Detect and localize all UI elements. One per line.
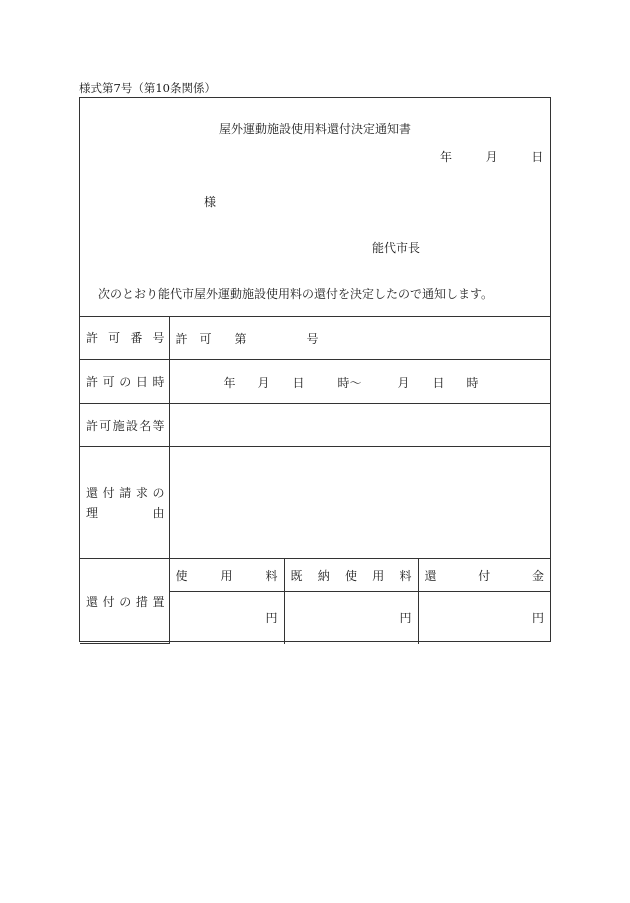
value-usage-fee [169, 592, 284, 644]
dt-hour-from: 時〜 [337, 376, 362, 390]
value-paid-fee [284, 592, 418, 644]
label-char: 可 [108, 331, 121, 345]
date-month: 月 [485, 150, 498, 164]
dt-day: 日 [292, 376, 305, 390]
permit-dai: 第 [234, 332, 247, 346]
row-reason [80, 447, 550, 559]
label-char: 料 [265, 568, 278, 583]
label-char: 既 [290, 568, 303, 583]
label-char: 日 [135, 375, 148, 389]
label-char: 番 [130, 331, 143, 345]
label-facility [80, 404, 169, 447]
label-facility-text [86, 417, 165, 434]
label-char: 可 [99, 418, 112, 433]
label-measures-text [86, 593, 165, 610]
dt-year: 年 [223, 376, 236, 390]
refund-detail-table [80, 316, 550, 644]
label-reason-line1 [86, 484, 165, 501]
label-char: 用 [372, 568, 385, 583]
row-measures-header [80, 559, 550, 592]
label-char: 置 [152, 594, 165, 609]
notice-form [79, 97, 551, 642]
row-permit-number [80, 316, 550, 360]
label-char: 金 [532, 568, 545, 583]
notice-header-area [80, 98, 550, 317]
label-char: 使 [344, 568, 357, 583]
label-char: の [152, 486, 165, 500]
label-char: 使 [175, 568, 188, 583]
date-year: 年 [440, 150, 453, 164]
col-refund [418, 559, 550, 592]
value-permit-number [169, 316, 550, 360]
value-refund [418, 592, 550, 644]
label-char: 時 [152, 375, 165, 389]
label-char: 請 [119, 486, 132, 500]
col-usage-fee [169, 559, 284, 592]
label-permit-number [80, 316, 169, 360]
permit-go: 号 [306, 332, 319, 346]
label-char: 施 [112, 418, 125, 433]
label-permit-datetime-text [86, 373, 165, 390]
label-char: 付 [102, 594, 115, 609]
yen-paid-fee: 円 [399, 611, 412, 626]
col-paid-fee [284, 559, 418, 592]
dt-day2: 日 [432, 376, 445, 390]
label-char: 求 [135, 486, 148, 500]
value-permit-datetime [169, 360, 550, 404]
label-measures [80, 559, 169, 644]
label-char: 可 [102, 375, 115, 389]
label-char: 還 [424, 568, 437, 583]
issuer-name: 能代市長 [372, 241, 421, 255]
dt-month: 月 [257, 376, 270, 390]
label-char: 用 [220, 568, 233, 583]
label-char: 名 [139, 418, 152, 433]
label-char: 措 [135, 594, 148, 609]
label-reason-yu: 由 [152, 506, 165, 520]
yen-refund: 円 [532, 611, 545, 626]
row-facility [80, 404, 550, 447]
addressee-suffix: 様 [204, 195, 217, 209]
row-permit-datetime [80, 360, 550, 404]
value-reason [169, 447, 550, 559]
label-char: 付 [478, 568, 491, 583]
col-paid-fee-text [291, 567, 412, 584]
label-char: 納 [317, 568, 330, 583]
label-char: の [119, 375, 132, 389]
notice-body-text: 次のとおり能代市屋外運動施設使用料の還付を決定したので通知します。 [98, 287, 494, 301]
label-char: 還 [86, 486, 99, 500]
date-day: 日 [531, 150, 544, 164]
col-refund-text [425, 567, 545, 584]
label-char: 設 [125, 418, 138, 433]
label-char: の [119, 594, 132, 609]
yen-usage-fee: 円 [265, 611, 278, 626]
label-reason-line2 [86, 504, 165, 521]
form-number: 様式第7号（第10条関係） [79, 81, 216, 95]
label-char: 許 [86, 418, 99, 433]
dt-month2: 月 [397, 376, 410, 390]
date-line [440, 148, 543, 165]
col-usage-fee-text [176, 567, 278, 584]
label-reason [80, 447, 169, 559]
label-char: 等 [152, 418, 165, 433]
dt-hour2: 時 [466, 376, 479, 390]
permit-prefix: 許 可 [175, 332, 212, 346]
label-permit-datetime [80, 360, 169, 404]
value-facility [169, 404, 550, 447]
document-title: 屋外運動施設使用料還付決定通知書 [218, 122, 411, 136]
label-char: 許 [86, 375, 99, 389]
label-char: 付 [102, 486, 115, 500]
label-char: 号 [152, 331, 165, 345]
label-char: 料 [399, 568, 412, 583]
label-char: 許 [86, 331, 99, 345]
label-char: 還 [86, 594, 99, 609]
label-permit-number-text [86, 329, 165, 346]
label-reason-ri: 理 [86, 506, 99, 520]
